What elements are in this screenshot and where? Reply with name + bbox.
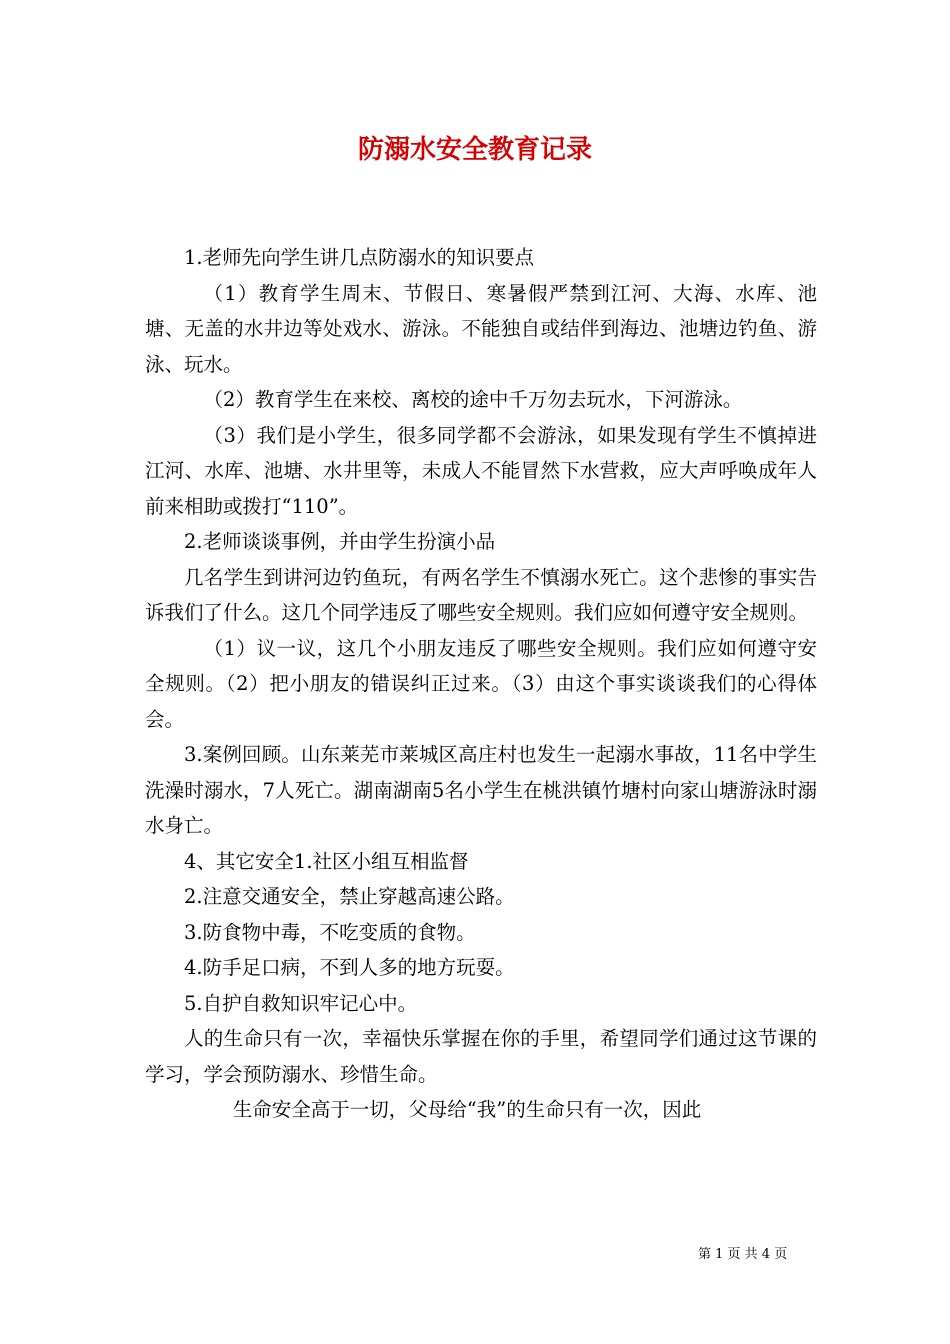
- paragraph-4: （3）我们是小学生，很多同学都不会游泳，如果发现有学生不慎掉进江河、水库、池塘、水井里等，未成人不能冒然下水营救，应大声呼唤成年人前来相助或拨打“110”。: [145, 423, 817, 518]
- paragraph-13: 5.自护自救知识牢记心中。: [184, 991, 418, 1015]
- paragraph-9: 4、其它安全1.社区小组互相监督: [184, 849, 469, 873]
- document-body: [145, 240, 817, 1128]
- paragraph-7: （1）议一议，这几个小朋友违反了哪些安全规则。我们应如何遵守安全规则。（2）把小朋友的错误纠正过来。（3）由这个事实谈谈我们的心得体会。: [145, 636, 817, 731]
- document-title: 防溺水安全教育记录: [357, 135, 592, 165]
- paragraph-3: （2）教育学生在来校、离校的途中千万勿去玩水，下河游泳。: [203, 388, 743, 411]
- paragraph-14: 人的生命只有一次，幸福快乐掌握在你的手里，希望同学们通过这节课的学习，学会预防溺水、珍惜生命。: [145, 1027, 817, 1086]
- paragraph-10: 2.注意交通安全，禁止穿越高速公路。: [184, 885, 515, 908]
- paragraph-6: 几名学生到讲河边钓鱼玩，有两名学生不慎溺水死亡。这个悲惨的事实告诉我们了什么。这几个同学违反了哪些安全规则。我们应如何遵守安全规则。: [145, 565, 817, 624]
- paragraph-5: 2.老师谈谈事例，并由学生扮演小品: [184, 530, 496, 553]
- paragraph-12: 4.防手足口病，不到人多的地方玩耍。: [184, 956, 515, 979]
- paragraph-1: 1.老师先向学生讲几点防溺水的知识要点: [184, 246, 535, 269]
- paragraph-2: （1）教育学生周末、节假日、寒暑假严禁到江河、大海、水库、池塘、无盖的水井边等处戏水、游泳。不能独自或结伴到海边、池塘边钓鱼、游泳、玩水。: [145, 281, 817, 376]
- paragraph-15: 生命安全高于一切，父母给“我”的生命只有一次，因此: [232, 1098, 702, 1121]
- paragraph-8: 3.案例回顾。山东莱芜市莱城区高庄村也发生一起溺水事故，11名中学生洗澡时溺水，7人死亡。湖南湖南5名小学生在桃洪镇竹塘村向家山塘游泳时溺水身亡。: [145, 743, 817, 837]
- page-footer: 第 1 页 共 4 页: [698, 1247, 788, 1262]
- paragraph-11: 3.防食物中毒，不吃变质的食物。: [184, 920, 476, 944]
